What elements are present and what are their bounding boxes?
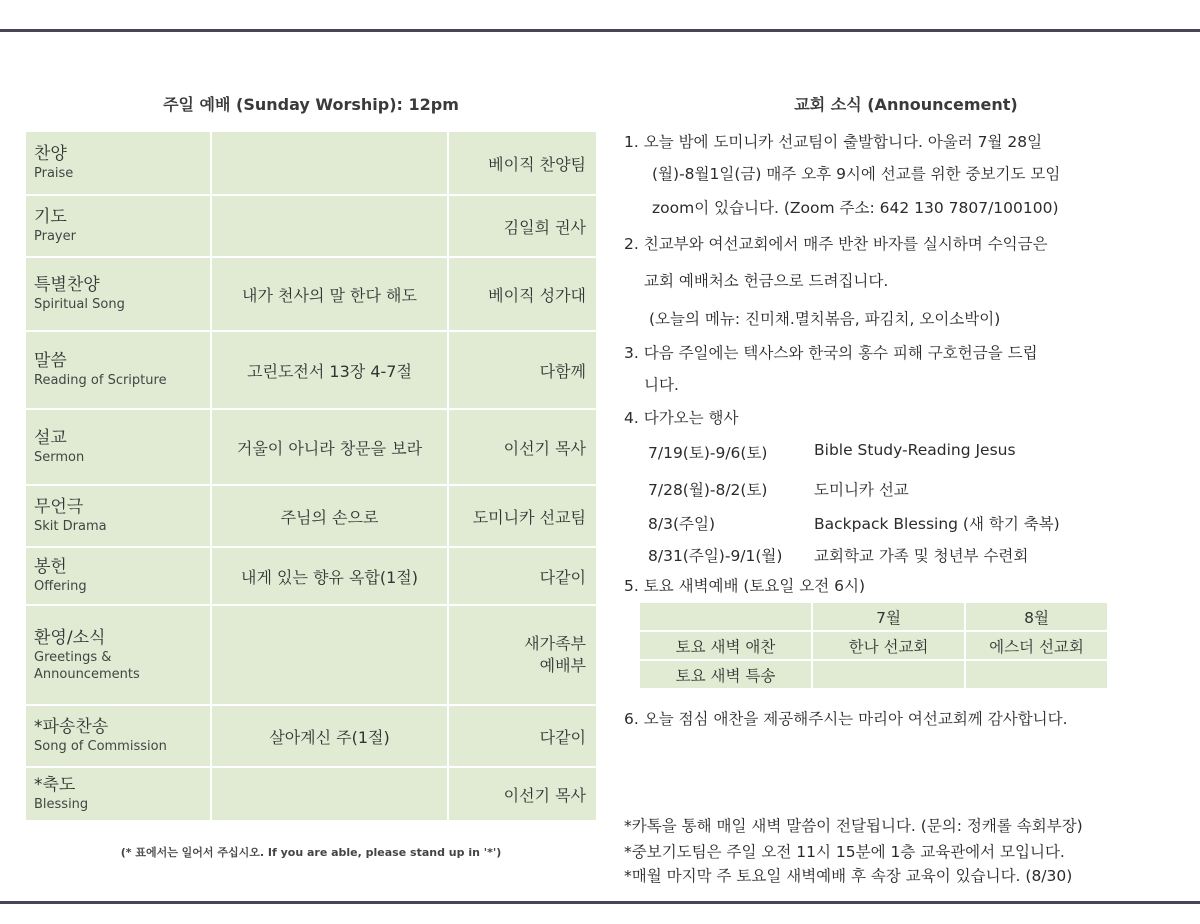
order-name-en: Spiritual Song bbox=[34, 297, 125, 312]
announcement-1-line-1: 1. 오늘 밤에 도미니카 선교팀이 출발합니다. 아울러 7월 28일 bbox=[624, 133, 1043, 151]
order-name-ko: 설교 bbox=[34, 428, 67, 448]
table-cell bbox=[966, 661, 1107, 688]
order-content-cell: 고린도전서 13장 4-7절 bbox=[212, 332, 447, 408]
order-name-en: Skit Drama bbox=[34, 519, 107, 534]
announcement-2-line-1: 2. 친교부와 여선교회에서 매주 반찬 바자를 실시하며 수익금은 bbox=[624, 235, 1048, 253]
table-row bbox=[640, 632, 1107, 659]
bottom-rule bbox=[0, 901, 1200, 904]
announcement-3-line-2: 니다. bbox=[644, 376, 679, 394]
table-row bbox=[26, 768, 596, 820]
dawn-service-table bbox=[638, 601, 1109, 690]
order-name-en: Praise bbox=[34, 166, 74, 181]
event-date: 8/31(주일)-9/1(월) bbox=[648, 547, 783, 565]
top-rule bbox=[0, 29, 1200, 32]
event-name: Bible Study-Reading Jesus bbox=[814, 441, 1016, 459]
order-name-cell bbox=[26, 768, 210, 820]
order-name-cell bbox=[26, 258, 210, 330]
order-name-cell bbox=[26, 132, 210, 194]
event-name: 도미니카 선교 bbox=[814, 481, 909, 499]
order-leader-cell: 김일희 권사 bbox=[449, 196, 596, 256]
order-leader-multiline: 새가족부 예배부 bbox=[524, 634, 586, 675]
order-content-cell bbox=[212, 606, 447, 704]
order-leader-cell: 다같이 bbox=[449, 548, 596, 604]
order-name-ko: 봉헌 bbox=[34, 557, 67, 577]
event-name: 교회학교 가족 및 청년부 수련회 bbox=[814, 547, 1029, 565]
table-row bbox=[26, 332, 596, 408]
announcement-4-title: 4. 다가오는 행사 bbox=[624, 409, 739, 427]
table-row bbox=[640, 603, 1107, 630]
order-content-cell: 내가 천사의 말 한다 해도 bbox=[212, 258, 447, 330]
table-cell: 토요 새벽 애찬 bbox=[640, 632, 811, 659]
worship-title: 주일 예배 (Sunday Worship): 12pm bbox=[163, 95, 459, 114]
order-content-cell: 내게 있는 향유 옥합(1절) bbox=[212, 548, 447, 604]
table-cell: 에스더 선교회 bbox=[966, 632, 1107, 659]
event-name: Backpack Blessing (새 학기 축복) bbox=[814, 515, 1060, 533]
announcement-2-line-3: (오늘의 메뉴: 진미채.멸치볶음, 파김치, 오이소박이) bbox=[649, 310, 1001, 328]
table-row bbox=[26, 258, 596, 330]
order-name-en: Blessing bbox=[34, 797, 89, 812]
order-name-cell bbox=[26, 606, 210, 704]
order-name-cell bbox=[26, 410, 210, 484]
order-content-cell: 살아계신 주(1절) bbox=[212, 706, 447, 766]
event-date: 7/19(토)-9/6(토) bbox=[648, 444, 768, 462]
announcement-1-line-3: zoom이 있습니다. (Zoom 주소: 642 130 7807/100100) bbox=[652, 199, 1059, 217]
order-name-en: Reading of Scripture bbox=[34, 373, 167, 388]
order-leader-cell: 다함께 bbox=[449, 332, 596, 408]
order-name-ko: *축도 bbox=[34, 775, 76, 795]
order-name-cell bbox=[26, 706, 210, 766]
table-row bbox=[26, 706, 596, 766]
order-leader-cell: 베이직 성가대 bbox=[449, 258, 596, 330]
order-content-cell bbox=[212, 768, 447, 820]
order-name-en: Sermon bbox=[34, 450, 85, 465]
order-name-cell bbox=[26, 548, 210, 604]
note-line: *매월 마지막 주 토요일 새벽예배 후 속장 교육이 있습니다. (8/30) bbox=[624, 867, 1073, 885]
order-name-ko: 환영/소식 bbox=[34, 627, 106, 648]
table-row bbox=[26, 132, 596, 194]
order-content-cell bbox=[212, 196, 447, 256]
table-row bbox=[26, 196, 596, 256]
announcement-2-line-2: 교회 예배처소 헌금으로 드려집니다. bbox=[644, 272, 889, 290]
order-leader-cell: 도미니카 선교팀 bbox=[449, 486, 596, 546]
note-line: *카톡을 통해 매일 새벽 말씀이 전달됩니다. (문의: 정캐롤 속회부장) bbox=[624, 817, 1083, 835]
order-name-ko: 기도 bbox=[34, 207, 67, 227]
order-name-ko: 말씀 bbox=[34, 351, 67, 371]
order-name-cell bbox=[26, 486, 210, 546]
order-leader-cell bbox=[449, 606, 596, 704]
order-leader-cell: 베이직 찬양팀 bbox=[449, 132, 596, 194]
announcement-title: 교회 소식 (Announcement) bbox=[794, 95, 1018, 114]
order-name-cell bbox=[26, 196, 210, 256]
order-name-ko: *파송찬송 bbox=[34, 717, 109, 737]
table-cell: 한나 선교회 bbox=[813, 632, 964, 659]
table-header-cell: 7월 bbox=[813, 603, 964, 630]
table-row bbox=[26, 548, 596, 604]
order-name-en: Offering bbox=[34, 579, 87, 594]
event-date: 8/3(주일) bbox=[648, 515, 715, 533]
order-name-en: Greetings & Announcements bbox=[34, 649, 140, 682]
table-row bbox=[640, 661, 1107, 688]
table-row bbox=[26, 606, 596, 704]
order-name-ko: 찬양 bbox=[34, 144, 67, 164]
order-content-cell: 주님의 손으로 bbox=[212, 486, 447, 546]
table-cell: 토요 새벽 특송 bbox=[640, 661, 811, 688]
order-content-cell bbox=[212, 132, 447, 194]
order-leader-cell: 이선기 목사 bbox=[449, 410, 596, 484]
announcement-1-line-2: (월)-8월1일(금) 매주 오후 9시에 선교를 위한 중보기도 모임 bbox=[652, 165, 1061, 183]
order-content-cell: 거울이 아니라 창문을 보라 bbox=[212, 410, 447, 484]
order-name-ko: 특별찬양 bbox=[34, 275, 100, 295]
order-name-ko: 무언극 bbox=[34, 497, 84, 517]
order-name-en: Song of Commission bbox=[34, 739, 167, 754]
table-row bbox=[26, 410, 596, 484]
note-line: *중보기도팀은 주일 오전 11시 15분에 1층 교육관에서 모입니다. bbox=[624, 843, 1065, 861]
event-date: 7/28(월)-8/2(토) bbox=[648, 481, 768, 499]
order-leader-cell: 이선기 목사 bbox=[449, 768, 596, 820]
table-header-cell bbox=[640, 603, 811, 630]
table-cell bbox=[813, 661, 964, 688]
announcement-3-line-1: 3. 다음 주일에는 텍사스와 한국의 홍수 피해 구호헌금을 드립 bbox=[624, 344, 1038, 362]
announcement-5-title: 5. 토요 새벽예배 (토요일 오전 6시) bbox=[624, 577, 866, 595]
order-name-cell bbox=[26, 332, 210, 408]
worship-order-table bbox=[24, 130, 598, 822]
table-row bbox=[26, 486, 596, 546]
announcement-6: 6. 오늘 점심 애찬을 제공해주시는 마리아 여선교회께 감사합니다. bbox=[624, 710, 1068, 728]
standing-footnote: (* 표에서는 일어서 주십시오. If you are able, please stand up in '*') bbox=[120, 846, 502, 859]
order-leader-cell: 다같이 bbox=[449, 706, 596, 766]
table-header-cell: 8월 bbox=[966, 603, 1107, 630]
order-name-en: Prayer bbox=[34, 229, 76, 244]
